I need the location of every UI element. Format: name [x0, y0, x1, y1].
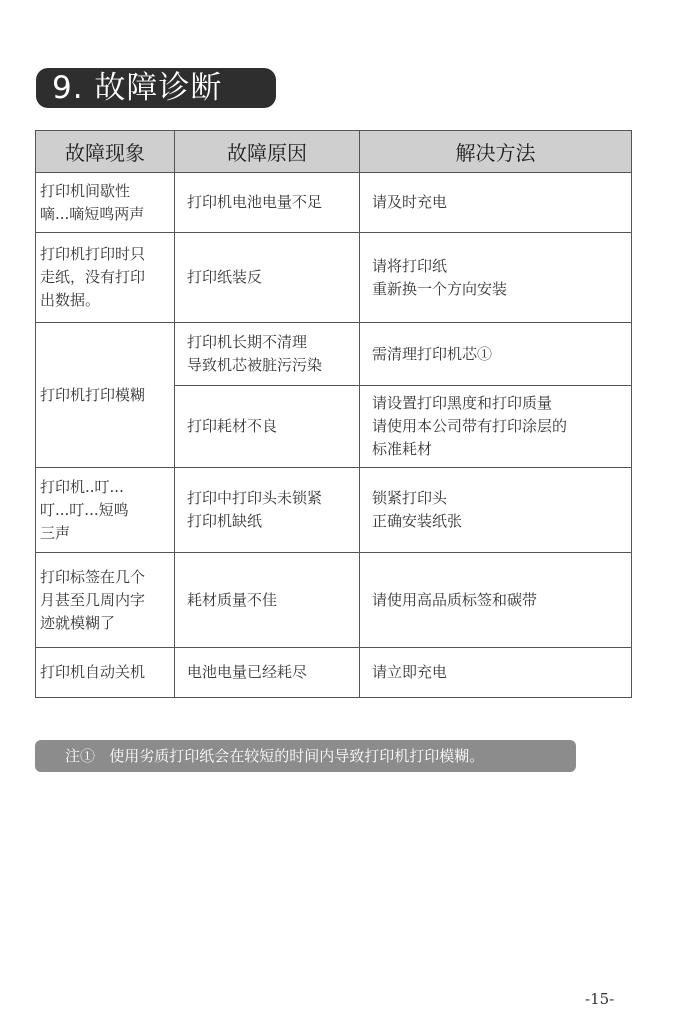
troubleshooting-table	[35, 130, 632, 698]
table-row	[36, 233, 632, 323]
cell-solution: 锁紧打印头 正确安装纸张	[360, 468, 632, 553]
cell-phenomenon: 打印机间歇性 嘀...嘀短鸣两声	[36, 173, 175, 233]
page-number: -15-	[585, 990, 615, 1008]
cell-phenomenon: 打印机..叮... 叮...叮...短鸣 三声	[36, 468, 175, 553]
table-row	[36, 468, 632, 553]
table-row	[36, 553, 632, 648]
section-title: 9. 故障诊断	[36, 68, 276, 108]
table-row	[36, 648, 632, 698]
cell-solution: 请设置打印黑度和打印质量 请使用本公司带有打印涂层的 标准耗材	[360, 386, 632, 468]
table-row	[36, 323, 632, 386]
cell-cause: 电池电量已经耗尽	[175, 648, 360, 698]
cell-solution: 请将打印纸 重新换一个方向安装	[360, 233, 632, 323]
header-phenomenon: 故障现象	[36, 131, 175, 173]
cell-phenomenon: 打印机打印模糊	[36, 323, 175, 468]
cell-phenomenon: 打印机打印时只 走纸，没有打印 出数据。	[36, 233, 175, 323]
cell-cause: 打印耗材不良	[175, 386, 360, 468]
cell-phenomenon: 打印机自动关机	[36, 648, 175, 698]
cell-solution: 需清理打印机芯①	[360, 323, 632, 386]
cell-cause: 耗材质量不佳	[175, 553, 360, 648]
cell-cause: 打印中打印头未锁紧 打印机缺纸	[175, 468, 360, 553]
cell-cause: 打印纸装反	[175, 233, 360, 323]
header-cause: 故障原因	[175, 131, 360, 173]
cell-cause: 打印机电池电量不足	[175, 173, 360, 233]
footnote-bar: 注① 使用劣质打印纸会在较短的时间内导致打印机打印模糊。	[35, 740, 576, 772]
cell-solution: 请及时充电	[360, 173, 632, 233]
cell-cause: 打印机长期不清理 导致机芯被脏污污染	[175, 323, 360, 386]
cell-solution: 请使用高品质标签和碳带	[360, 553, 632, 648]
cell-solution: 请立即充电	[360, 648, 632, 698]
header-solution: 解决方法	[360, 131, 632, 173]
cell-phenomenon: 打印标签在几个 月甚至几周内字 迹就模糊了	[36, 553, 175, 648]
table-row	[36, 173, 632, 233]
table-header-row	[36, 131, 632, 173]
